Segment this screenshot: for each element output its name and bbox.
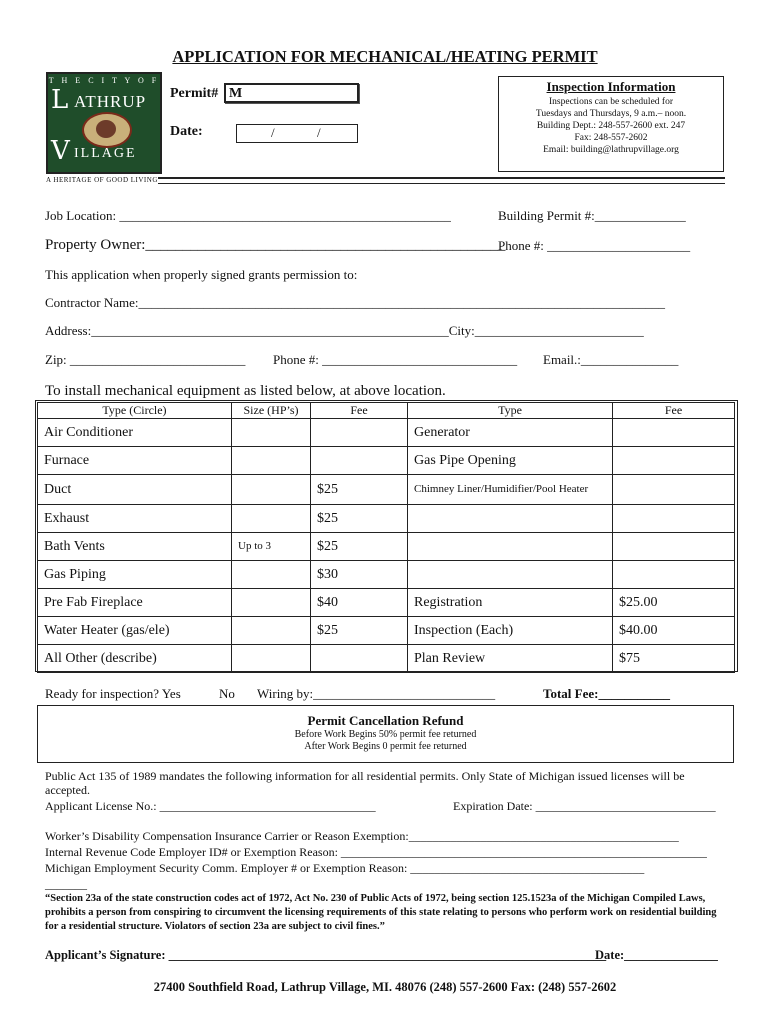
address-city-field[interactable]: Address:_______________________________________________________City:__________________________	[45, 323, 644, 338]
logo-tagline: A HERITAGE OF GOOD LIVING	[46, 176, 158, 184]
table-row: Bath Vents Up to 3 $25	[38, 533, 735, 561]
table-row: Gas Piping $30	[38, 561, 735, 589]
refund-heading: Permit Cancellation Refund	[307, 713, 464, 728]
permit-label: Permit#	[170, 86, 219, 101]
mesc-field[interactable]: Michigan Employment Security Comm. Employer # or Exemption Reason: _______________________________________	[45, 861, 645, 875]
email-field[interactable]: Email.:_______________	[543, 352, 679, 367]
property-owner-field[interactable]: Property Owner:________________________________________________	[45, 237, 506, 253]
footer-address: 27400 Southfield Road, Lathrup Village, MI. 48076 (248) 557-2600 Fax: (248) 557-2602	[153, 980, 617, 994]
contractor-name-field[interactable]: Contractor Name:_________________________________________________________________________________	[45, 295, 665, 310]
public-act-text: Public Act 135 of 1989 mandates the following information for all residential permits. Only State of Michigan issued licenses will be accepted.	[45, 769, 685, 797]
table-row: Exhaust $25	[38, 505, 735, 533]
table-row: All Other (describe) Plan Review $75	[38, 645, 735, 673]
table-row: Furnace Gas Pipe Opening	[38, 447, 735, 475]
page-title: APPLICATION FOR MECHANICAL/HEATING PERMIT	[172, 47, 598, 66]
table-row: Duct $25 Chimney Liner/Humidifier/Pool Heater	[38, 475, 735, 505]
table-row: Water Heater (gas/ele) $25 Inspection (Each) $40.00	[38, 617, 735, 645]
header-rule-thin	[158, 183, 725, 184]
zip-field[interactable]: Zip: ___________________________	[45, 352, 246, 367]
table-row: Pre Fab Fireplace $40 Registration $25.00	[38, 589, 735, 617]
logo-emblem-icon	[82, 112, 132, 148]
employer-id-field[interactable]: Internal Revenue Code Employer ID# or Exemption Reason: _____________________________________________________________	[45, 845, 707, 859]
ready-yes-option[interactable]: Ready for inspection? Yes	[45, 686, 181, 701]
date-field[interactable]: / /	[236, 124, 358, 143]
date-label: Date:	[170, 124, 203, 139]
signature-field[interactable]: Applicant’s Signature: ______________________________________________________________________	[45, 948, 607, 962]
section-23a-notice: “Section 23a of the state construction codes act of 1972, Act No. 230 of Public Acts of 1972, being section 125.1523a of the Michigan Compiled Laws, prohibits a person from conspiring to circumvent the licensing requirements of this state relating to persons who perform work on residential building for a residential structure. Violators of section 23a are subject to civil fines.”	[45, 893, 717, 932]
separator-line: _______	[45, 877, 87, 891]
fee-table	[37, 402, 735, 673]
permit-number-field[interactable]: M	[224, 83, 359, 103]
wiring-by-field[interactable]: Wiring by:____________________________	[257, 686, 496, 701]
ready-no-option[interactable]: No	[219, 686, 235, 701]
total-fee-field[interactable]: Total Fee:___________	[543, 686, 670, 701]
expiration-field[interactable]: Expiration Date: ______________________________	[453, 799, 716, 813]
refund-box: Permit Cancellation Refund Before Work Begins 50% permit fee returned After Work Begins 0 permit fee returned	[37, 705, 734, 763]
signature-date-field[interactable]: Date:_______________	[595, 948, 718, 962]
owner-phone-field[interactable]: Phone #: ______________________	[498, 238, 691, 253]
contractor-phone-field[interactable]: Phone #: ______________________________	[273, 352, 518, 367]
grants-text: This application when properly signed grants permission to:	[45, 267, 358, 282]
inspection-info-box: Inspection Information Inspections can be scheduled for Tuesdays and Thursdays, 9 a.m.– noon. Building Dept.: 248-557-2600 ext. 247 Fax: 248-557-2602 Email: building@lathrupvillage.org	[498, 76, 724, 172]
header-rule	[158, 177, 725, 179]
table-row: Air Conditioner Generator	[38, 419, 735, 447]
license-field[interactable]: Applicant License No.: ____________________________________	[45, 799, 376, 813]
workers-comp-field[interactable]: Worker’s Disability Compensation Insurance Carrier or Reason Exemption:_____________________________________________	[45, 829, 679, 843]
inspection-heading: Inspection Information	[546, 79, 676, 94]
job-location-field[interactable]: Job Location: ___________________________________________________	[45, 208, 451, 223]
building-permit-field[interactable]: Building Permit #:______________	[498, 208, 686, 223]
city-logo: T H E C I T Y O F L ATHRUP V ILLAGE	[46, 72, 162, 174]
table-header-row: Type (Circle) Size (HP’s) Fee Type Fee	[38, 403, 735, 419]
install-text: To install mechanical equipment as listed below, at above location.	[45, 383, 446, 399]
